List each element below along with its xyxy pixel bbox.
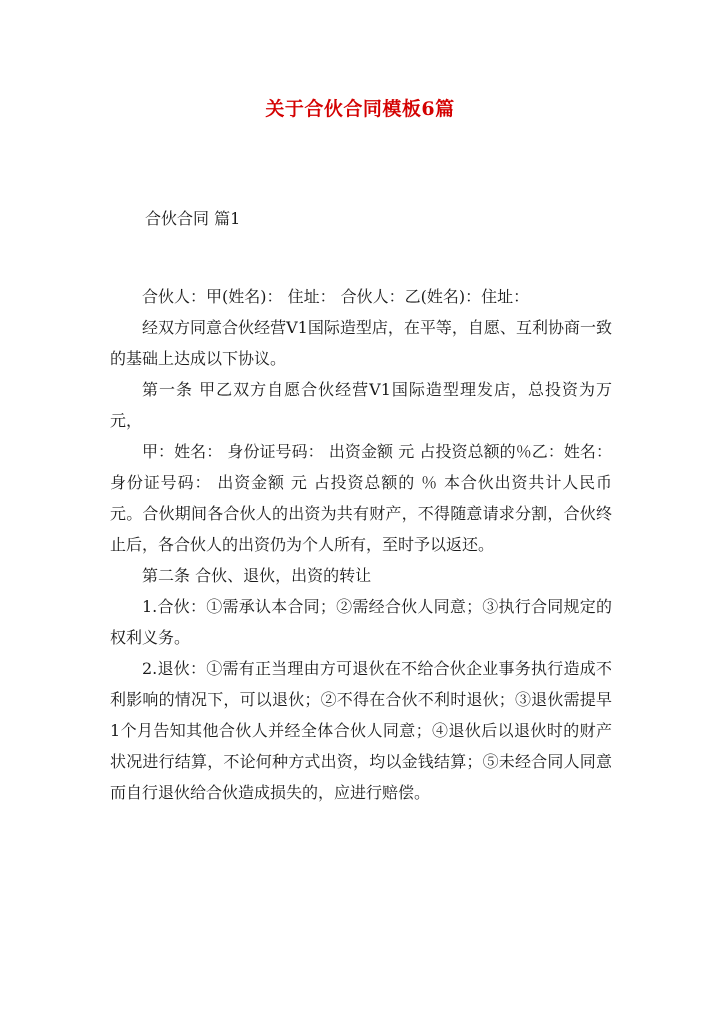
paragraph-article-2: 第二条 合伙、退伙，出资的转让 (142, 566, 372, 585)
paragraph-investment: 甲：姓名： 身份证号码： 出资金额 元 占投资总额的％乙：姓名：身份证号码： 出资金额 元 占投资总额的 ％ 本合伙出资共计人民币元。合伙期间各合伙人的出资为共有财产，不得随意请求分割，合伙终止后，各合伙人的出资仍为个人所有，至时予以返还。 (110, 442, 612, 554)
paragraph-agreement: 经双方同意合伙经营V1国际造型店，在平等，自愿、互利协商一致的基础上达成以下协议。 (110, 318, 612, 368)
paragraph-withdrawal: 2.退伙：①需有正当理由方可退伙在不给合伙企业事务执行造成不利影响的情况下，可以退伙；②不得在合伙不利时退伙；③退伙需提早1个月告知其他合伙人并经全体合伙人同意；④退伙后以退伙时的财产状况进行结算，不论何种方式出资，均以金钱结算；⑤未经合同人同意而自行退伙给合伙造成损失的，应进行赔偿。 (110, 659, 612, 802)
paragraph-joining: 1.合伙：①需承认本合同；②需经合伙人同意；③执行合同规定的权利义务。 (110, 597, 612, 647)
document-body (110, 281, 612, 808)
section-heading: 合伙合同 篇1 (145, 209, 241, 228)
paragraph-partners: 合伙人：甲(姓名)： 住址： 合伙人：乙(姓名)：住址： (142, 287, 530, 306)
document-title: 关于合伙合同模板6篇 (265, 98, 455, 120)
paragraph-article-1: 第一条 甲乙双方自愿合伙经营V1国际造型理发店，总投资为万元， (110, 380, 612, 430)
